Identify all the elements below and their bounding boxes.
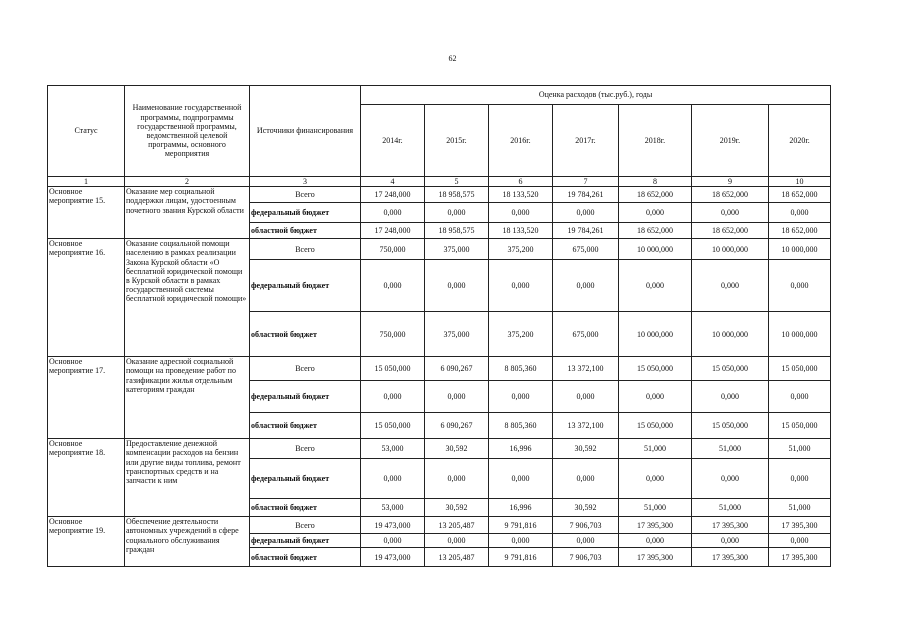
value-cell: 0,000	[619, 381, 692, 413]
value-cell: 375,000	[425, 312, 489, 357]
value-cell: 675,000	[553, 239, 619, 260]
value-cell: 15 050,000	[619, 413, 692, 439]
value-cell: 0,000	[692, 534, 769, 548]
value-cell: 30,592	[425, 439, 489, 459]
column-number-row	[48, 177, 831, 187]
header-sources: Источники финансирования	[250, 86, 361, 177]
value-cell: 6 090,267	[425, 357, 489, 381]
value-cell: 0,000	[692, 260, 769, 312]
header-year: 2019г.	[692, 105, 769, 177]
value-cell: 0,000	[425, 203, 489, 223]
value-cell: 0,000	[692, 459, 769, 499]
funding-source-cell: областной бюджет	[250, 499, 361, 517]
header-estimate: Оценка расходов (тыс.руб.), годы	[361, 86, 831, 105]
value-cell: 8 805,360	[489, 413, 553, 439]
value-cell: 750,000	[361, 312, 425, 357]
value-cell: 0,000	[425, 260, 489, 312]
value-cell: 7 906,703	[553, 517, 619, 534]
funding-source-cell: федеральный бюджет	[250, 203, 361, 223]
value-cell: 18 652,000	[769, 187, 831, 203]
value-cell: 17 395,300	[619, 517, 692, 534]
funding-source-cell: федеральный бюджет	[250, 459, 361, 499]
value-cell: 30,592	[553, 439, 619, 459]
value-cell: 375,000	[425, 239, 489, 260]
funding-source-cell: федеральный бюджет	[250, 381, 361, 413]
funding-source-cell: областной бюджет	[250, 548, 361, 567]
value-cell: 15 050,000	[769, 357, 831, 381]
value-cell: 0,000	[553, 381, 619, 413]
value-cell: 0,000	[692, 381, 769, 413]
value-cell: 30,592	[553, 499, 619, 517]
funding-source-cell: Всего	[250, 439, 361, 459]
value-cell: 17 248,000	[361, 187, 425, 203]
value-cell: 375,200	[489, 312, 553, 357]
value-cell: 9 791,816	[489, 548, 553, 567]
table-row	[48, 187, 831, 203]
column-number: 5	[425, 177, 489, 187]
value-cell: 0,000	[769, 459, 831, 499]
value-cell: 0,000	[425, 459, 489, 499]
value-cell: 0,000	[489, 534, 553, 548]
value-cell: 10 000,000	[619, 312, 692, 357]
value-cell: 13 372,100	[553, 413, 619, 439]
funding-source-cell: Всего	[250, 239, 361, 260]
value-cell: 10 000,000	[769, 239, 831, 260]
value-cell: 15 050,000	[619, 357, 692, 381]
expenditure-table	[47, 85, 831, 567]
value-cell: 0,000	[361, 203, 425, 223]
value-cell: 8 805,360	[489, 357, 553, 381]
measure-name-cell: Предоставление денежной компенсации расходов на бензин или другие виды топлива, ремонт транспортных средств и на запчасти к ним	[125, 439, 250, 517]
value-cell: 0,000	[425, 381, 489, 413]
value-cell: 0,000	[361, 459, 425, 499]
value-cell: 19 473,000	[361, 517, 425, 534]
value-cell: 51,000	[769, 439, 831, 459]
value-cell: 19 784,261	[553, 223, 619, 239]
header-year: 2017г.	[553, 105, 619, 177]
column-number: 4	[361, 177, 425, 187]
column-number: 8	[619, 177, 692, 187]
value-cell: 51,000	[619, 499, 692, 517]
value-cell: 13 205,487	[425, 517, 489, 534]
value-cell: 750,000	[361, 239, 425, 260]
value-cell: 17 395,300	[769, 517, 831, 534]
funding-source-cell: федеральный бюджет	[250, 534, 361, 548]
value-cell: 18 958,575	[425, 223, 489, 239]
value-cell: 0,000	[425, 534, 489, 548]
value-cell: 18 133,520	[489, 187, 553, 203]
funding-source-cell: федеральный бюджет	[250, 260, 361, 312]
value-cell: 19 473,000	[361, 548, 425, 567]
funding-source-cell: Всего	[250, 517, 361, 534]
measure-name-cell: Оказание адресной социальной помощи на проведение работ по газификации жилья отдельным категориям граждан	[125, 357, 250, 439]
column-number: 2	[125, 177, 250, 187]
value-cell: 18 652,000	[619, 187, 692, 203]
value-cell: 16,996	[489, 499, 553, 517]
value-cell: 51,000	[619, 439, 692, 459]
value-cell: 17 395,300	[692, 548, 769, 567]
header-year: 2018г.	[619, 105, 692, 177]
value-cell: 17 248,000	[361, 223, 425, 239]
value-cell: 15 050,000	[769, 413, 831, 439]
value-cell: 0,000	[619, 203, 692, 223]
header-year: 2015г.	[425, 105, 489, 177]
value-cell: 18 652,000	[619, 223, 692, 239]
value-cell: 18 652,000	[769, 223, 831, 239]
column-number: 6	[489, 177, 553, 187]
value-cell: 51,000	[692, 439, 769, 459]
value-cell: 10 000,000	[692, 239, 769, 260]
value-cell: 10 000,000	[692, 312, 769, 357]
value-cell: 0,000	[489, 459, 553, 499]
status-cell: Основное мероприятие 16.	[48, 239, 125, 357]
status-cell: Основное мероприятие 18.	[48, 439, 125, 517]
funding-source-cell: Всего	[250, 357, 361, 381]
value-cell: 0,000	[619, 534, 692, 548]
value-cell: 10 000,000	[619, 239, 692, 260]
header-year: 2016г.	[489, 105, 553, 177]
measure-name-cell: Обеспечение деятельности автономных учреждений в сфере социального обслуживания граждан	[125, 517, 250, 567]
table-row	[48, 239, 831, 260]
value-cell: 0,000	[769, 203, 831, 223]
value-cell: 0,000	[489, 203, 553, 223]
funding-source-cell: областной бюджет	[250, 223, 361, 239]
value-cell: 18 652,000	[692, 187, 769, 203]
value-cell: 0,000	[489, 381, 553, 413]
value-cell: 18 652,000	[692, 223, 769, 239]
value-cell: 9 791,816	[489, 517, 553, 534]
value-cell: 51,000	[692, 499, 769, 517]
header-year: 2020г.	[769, 105, 831, 177]
value-cell: 0,000	[489, 260, 553, 312]
value-cell: 18 958,575	[425, 187, 489, 203]
column-number: 1	[48, 177, 125, 187]
value-cell: 375,200	[489, 239, 553, 260]
value-cell: 30,592	[425, 499, 489, 517]
value-cell: 0,000	[619, 459, 692, 499]
value-cell: 0,000	[361, 534, 425, 548]
value-cell: 10 000,000	[769, 312, 831, 357]
page-number: 62	[448, 54, 457, 63]
value-cell: 18 133,520	[489, 223, 553, 239]
value-cell: 53,000	[361, 499, 425, 517]
value-cell: 0,000	[619, 260, 692, 312]
value-cell: 0,000	[361, 260, 425, 312]
value-cell: 17 395,300	[619, 548, 692, 567]
value-cell: 0,000	[553, 260, 619, 312]
funding-source-cell: областной бюджет	[250, 413, 361, 439]
status-cell: Основное мероприятие 17.	[48, 357, 125, 439]
value-cell: 675,000	[553, 312, 619, 357]
value-cell: 13 372,100	[553, 357, 619, 381]
value-cell: 17 395,300	[692, 517, 769, 534]
column-number: 9	[692, 177, 769, 187]
value-cell: 15 050,000	[692, 357, 769, 381]
value-cell: 13 205,487	[425, 548, 489, 567]
measure-name-cell: Оказание социальной помощи населению в рамках реализации Закона Курской области «О бесплатной юридической помощи в Курской области в рамках государственной системы бесплатной юридической помощи»	[125, 239, 250, 357]
value-cell: 6 090,267	[425, 413, 489, 439]
value-cell: 51,000	[769, 499, 831, 517]
value-cell: 15 050,000	[692, 413, 769, 439]
status-cell: Основное мероприятие 19.	[48, 517, 125, 567]
value-cell: 19 784,261	[553, 187, 619, 203]
header-name: Наименование государственной программы, подпрограммы государственной программы, ведомственной целевой программы, основного мероприятия	[125, 86, 250, 177]
status-cell: Основное мероприятие 15.	[48, 187, 125, 239]
measure-name-cell: Оказание мер социальной поддержки лицам, удостоенным почетного звания Курской области	[125, 187, 250, 239]
value-cell: 0,000	[553, 203, 619, 223]
value-cell: 15 050,000	[361, 357, 425, 381]
funding-source-cell: областной бюджет	[250, 312, 361, 357]
value-cell: 17 395,300	[769, 548, 831, 567]
column-number: 7	[553, 177, 619, 187]
value-cell: 0,000	[769, 381, 831, 413]
value-cell: 15 050,000	[361, 413, 425, 439]
value-cell: 0,000	[361, 381, 425, 413]
value-cell: 0,000	[692, 203, 769, 223]
funding-source-cell: Всего	[250, 187, 361, 203]
header-year: 2014г.	[361, 105, 425, 177]
value-cell: 0,000	[553, 459, 619, 499]
header-status: Статус	[48, 86, 125, 177]
value-cell: 0,000	[769, 260, 831, 312]
table-row	[48, 517, 831, 534]
value-cell: 7 906,703	[553, 548, 619, 567]
value-cell: 16,996	[489, 439, 553, 459]
column-number: 3	[250, 177, 361, 187]
table-row	[48, 439, 831, 459]
table-row	[48, 357, 831, 381]
column-number: 10	[769, 177, 831, 187]
value-cell: 53,000	[361, 439, 425, 459]
value-cell: 0,000	[553, 534, 619, 548]
value-cell: 0,000	[769, 534, 831, 548]
